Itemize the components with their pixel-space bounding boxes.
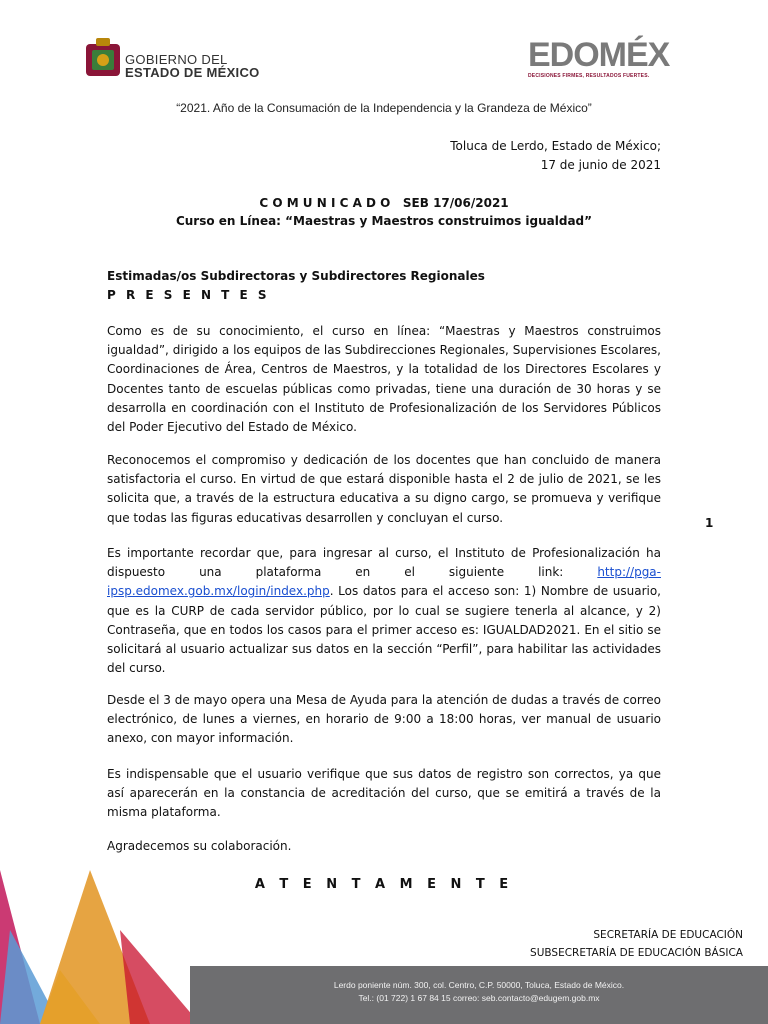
paragraph-6: Agradecemos su colaboración. [107, 839, 292, 853]
signature-subsecretaria: SUBSECRETARÍA DE EDUCACIÓN BÁSICA [530, 947, 743, 959]
paragraph-3-text-b: . Los datos para el acceso son: 1) Nombre de usuario, que es la CURP de cada servidor público, por lo cual se sugiere tenerla al alcance, y 2) Contraseña, que en todos los casos para el primer acceso es: IGUALDAD2021. En el sitio se solicitará al usuario actualizar sus datos en la sección “Perfil”, para habilitar las actividades del curso. [107, 584, 661, 676]
document-title: C O M U N I C A D O SEB 17/06/2021 [259, 196, 509, 210]
closing-atentamente: A T E N T A M E N T E [254, 877, 514, 892]
edomex-tagline: DECISIONES FIRMES, RESULTADOS FUERTES. [528, 73, 650, 79]
decorative-triangles-graphic [0, 870, 200, 1024]
signature-secretaria: SECRETARÍA DE EDUCACIÓN [593, 929, 743, 941]
date-line: 17 de junio de 2021 [540, 158, 661, 172]
place-line: Toluca de Lerdo, Estado de México; [450, 139, 661, 153]
edomex-logo: EDOMÉX [528, 36, 670, 74]
footer-contact: Tel.: (01 722) 1 67 84 15 correo: seb.contacto@edugem.gob.mx [358, 993, 600, 1003]
recipients: Estimadas/os Subdirectoras y Subdirectores Regionales [107, 269, 485, 283]
paragraph-2: Reconocemos el compromiso y dedicación de los docentes que han concluido de manera satisfactoria el curso. En virtud de que estará disponible hasta el 2 de julio de 2021, se les solicita que, a través de la estructura educativa a su digno cargo, se promueva y verifique que todas las figuras educativas desarrollen y concluyan el curso. [107, 453, 661, 525]
presentes: P R E S E N T E S [107, 288, 270, 302]
government-name-line1: GOBIERNO DEL [125, 52, 228, 67]
paragraph-4: Desde el 3 de mayo opera una Mesa de Ayuda para la atención de dudas a través de correo electrónico, de lunes a viernes, en horario de 9:00 a 18:00 horas, ver manual de usuario anexo, con mayor información. [107, 693, 661, 746]
paragraph-5: Es indispensable que el usuario verifique que sus datos de registro son correctos, ya que así aparecerán en la constancia de acreditación del curso, que se emitirá a través de la misma plataforma. [107, 767, 661, 820]
document-subtitle: Curso en Línea: “Maestras y Maestros construimos igualdad” [175, 214, 593, 228]
footer-address: Lerdo poniente núm. 300, col. Centro, C.P. 50000, Toluca, Estado de México. [333, 980, 625, 990]
coat-of-arms-icon [84, 38, 122, 80]
page-number: 1 [705, 516, 714, 530]
government-name-line2: ESTADO DE MÉXICO [125, 65, 260, 80]
course-platform-link[interactable]: http://pga-ipsp.edomex.gob.mx/login/index.php [107, 565, 661, 599]
paragraph-3 [107, 544, 661, 678]
paragraph-1: Como es de su conocimiento, el curso en línea: “Maestras y Maestros construimos igualdad”, dirigido a los equipos de las Subdirecciones Regionales, Supervisiones Escolares, Coordinaciones de Área, Centros de Maestros, y la totalidad de los Directores Escolares y Docentes tanto de escuelas públicas como privadas, tiene una duración de 30 horas y se desarrolla en coordinación con el Instituto de Profesionalización de los Servidores Públicos del Poder Ejecutivo del Estado de México. [107, 324, 661, 435]
year-motto: “2021. Año de la Consumación de la Independencia y la Grandeza de México” [176, 101, 592, 115]
paragraph-3-text-a: Es importante recordar que, para ingresar al curso, el Instituto de Profesionalización ha dispuesto una plataforma en el siguiente link: [107, 546, 661, 580]
